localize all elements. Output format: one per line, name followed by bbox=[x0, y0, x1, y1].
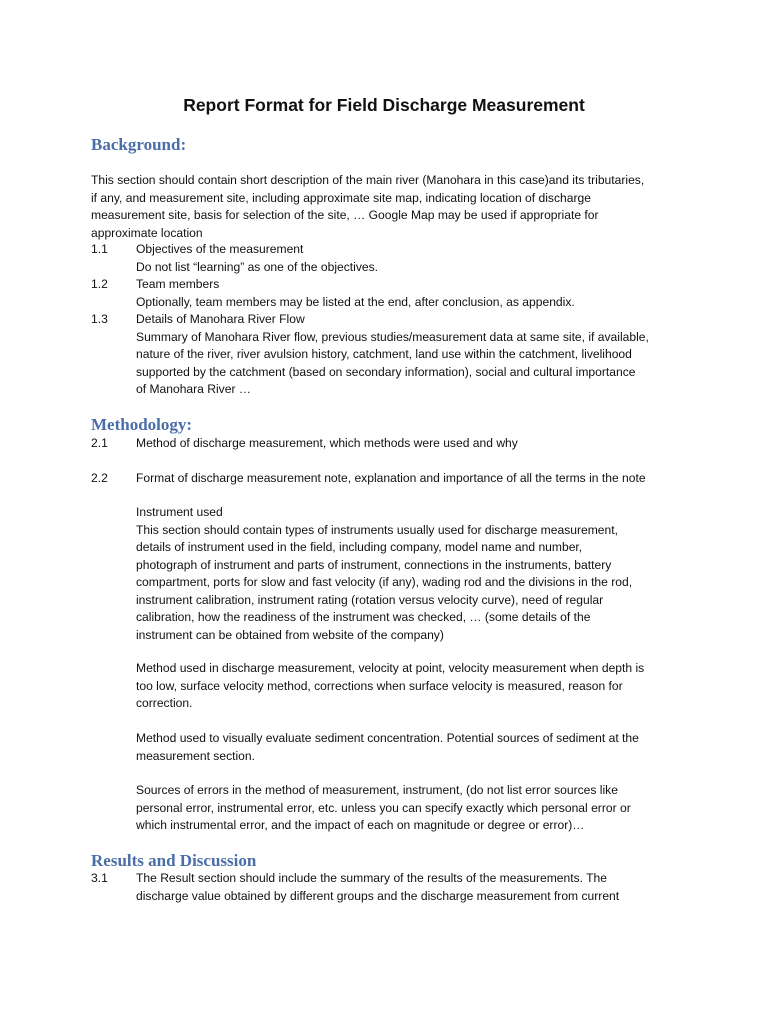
text-line: Optionally, team members may be listed at the end, after conclusion, as appendix. bbox=[136, 294, 575, 309]
text-line: Format of discharge measurement note, explanation and importance of all the terms in the note bbox=[136, 471, 646, 485]
text-line: compartment, ports for slow and fast velocity (if any), wading rod and the divisions in the rod, bbox=[136, 575, 633, 589]
heading-background: Background: bbox=[91, 135, 187, 154]
text-line: Details of Manohara River Flow bbox=[136, 312, 305, 326]
sediment-paragraph bbox=[136, 730, 696, 765]
item-number: 2.1 bbox=[91, 436, 108, 450]
item-number: 1.2 bbox=[91, 277, 108, 291]
item-text bbox=[136, 435, 696, 453]
text-line: measurement section. bbox=[136, 748, 255, 763]
item-number: 2.2 bbox=[91, 471, 108, 485]
text-line: Objectives of the measurement bbox=[136, 242, 304, 256]
item-number: 1.1 bbox=[91, 242, 108, 256]
errors-paragraph bbox=[136, 782, 696, 835]
text-line: discharge value obtained by different groups and the discharge measurement from current bbox=[136, 888, 620, 903]
text-line: calibration, how the readiness of the instrument was checked, … (some details of the bbox=[136, 610, 591, 624]
text-line: personal error, instrumental error, etc. unless you can specify exactly which personal error or bbox=[136, 800, 631, 815]
text-line: Do not list “learning” as one of the objectives. bbox=[136, 259, 379, 274]
text-line: Team members bbox=[136, 277, 220, 291]
text-line: Method of discharge measurement, which methods were used and why bbox=[136, 436, 518, 450]
item-text bbox=[136, 241, 696, 276]
background-intro bbox=[91, 172, 691, 242]
item-text bbox=[136, 870, 696, 905]
text-line: too low, surface velocity method, corrections when surface velocity is measured, reason for bbox=[136, 678, 623, 693]
text-line: supported by the catchment (based on secondary information), social and cultural importance bbox=[136, 364, 636, 379]
item-number: 3.1 bbox=[91, 871, 108, 885]
text-line: Instrument used bbox=[136, 505, 223, 519]
item-number: 1.3 bbox=[91, 312, 108, 326]
text-line: Summary of Manohara River flow, previous studies/measurement data at same site, if available, bbox=[136, 329, 649, 344]
text-line: if any, and measurement site, including approximate site map, indicating location of discharge bbox=[91, 190, 591, 205]
method-used-paragraph bbox=[136, 660, 696, 713]
heading-methodology: Methodology: bbox=[91, 415, 193, 434]
item-text bbox=[136, 311, 696, 399]
text-line: which instrumental error, and the impact of each on magnitude or degree or error)… bbox=[136, 818, 585, 832]
text-line: nature of the river, river avulsion history, catchment, land use within the catchment, livelihood bbox=[136, 347, 632, 361]
heading-results: Results and Discussion bbox=[91, 851, 257, 870]
text-line: This section should contain short description of the main river (Manohara in this case)and its tributaries, bbox=[91, 173, 645, 187]
text-line: correction. bbox=[136, 696, 193, 710]
text-line: details of instrument used in the field, including company, model name and number, bbox=[136, 540, 583, 554]
text-line: photograph of instrument and parts of instrument, connections in the instruments, battery bbox=[136, 557, 612, 572]
text-line: approximate location bbox=[91, 225, 203, 240]
text-line: of Manohara River … bbox=[136, 382, 251, 396]
text-line: Method used in discharge measurement, velocity at point, velocity measurement when depth is bbox=[136, 661, 645, 675]
item-text bbox=[136, 276, 696, 311]
page-title: Report Format for Field Discharge Measurement bbox=[183, 95, 585, 115]
text-line: Sources of errors in the method of measurement, instrument, (do not list error sources like bbox=[136, 783, 618, 797]
text-line: measurement site, basis for selection of the site, … Google Map may be used if appropriate for bbox=[91, 208, 599, 222]
item-text bbox=[136, 470, 696, 488]
text-line: instrument calibration, instrument rating (rotation versus velocity curve), need of regular bbox=[136, 592, 604, 607]
instrument-used-paragraph bbox=[136, 504, 696, 644]
text-line: Method used to visually evaluate sediment concentration. Potential sources of sediment at the bbox=[136, 731, 639, 745]
text-line: instrument can be obtained from website of the company) bbox=[136, 627, 444, 642]
text-line: The Result section should include the summary of the results of the measurements. The bbox=[136, 871, 607, 885]
text-line: This section should contain types of instruments usually used for discharge measurement, bbox=[136, 522, 618, 537]
